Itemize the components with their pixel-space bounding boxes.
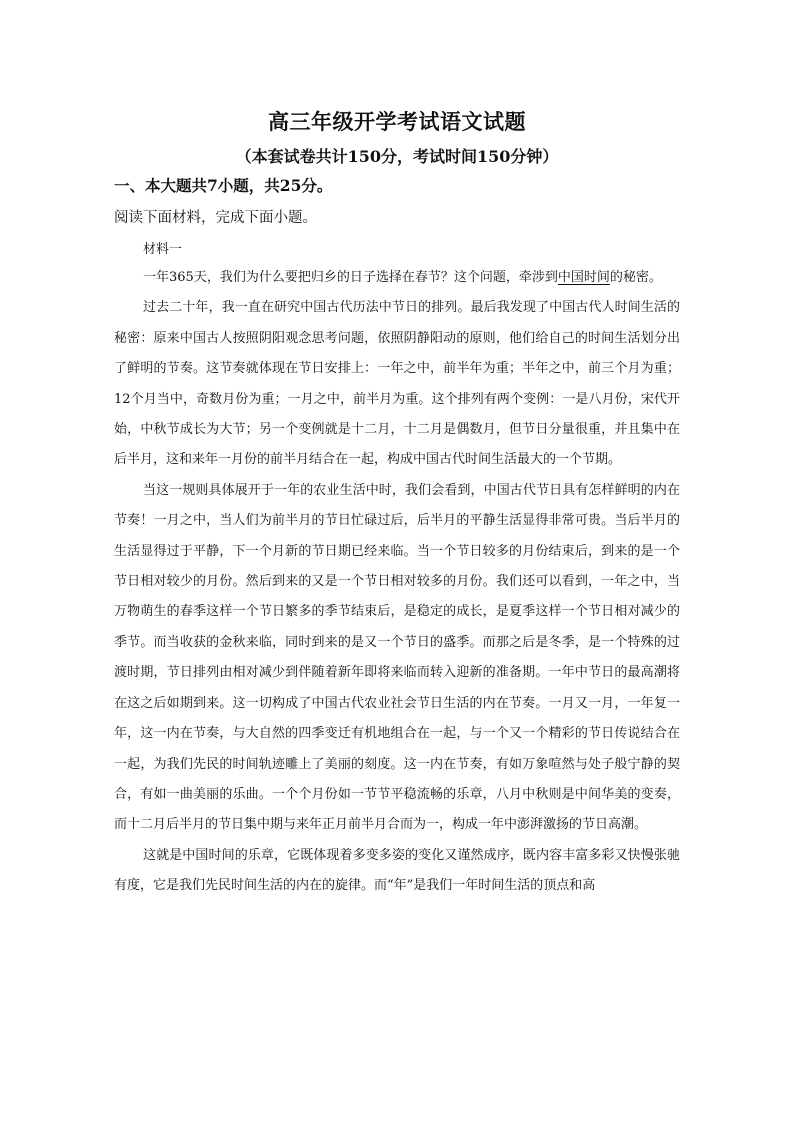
reading-instruction: 阅读下面材料，完成下面小题。 — [114, 210, 317, 226]
underlined-term: 中国时间 — [557, 270, 610, 285]
paragraph-1-text-start: 一年365天，我们为什么要把归乡的日子选择在春节？这个问题，牵涉到 — [143, 270, 558, 285]
material-label: 材料一 — [143, 242, 183, 257]
paragraph-1 — [114, 263, 680, 293]
paragraph-3: 当这一规则具体展开于一年的农业生活中时，我们会看到，中国古代节日具有怎样鲜明的内在节奏！一月之中，当人们为前半月的节日忙碌过后，后半月的平静生活显得非常可贵。当后半月的生活显得过于平静，下一个月新的节日期已经来临。当一个节日较多的月份结束后，到来的是一个节日相对较少的月份。然后到来的又是一个节日相对较多的月份。我们还可以看到，一年之中，当万物萌生的春季这样一个节日繁多的季节结束后，是稳定的成长，是夏季这样一个节日相对减少的季节。而当收获的金秋来临，同时到来的是又一个节日的盛季。而那之后是冬季，是一个特殊的过渡时期，节日排列由相对减少到伴随着新年即将来临而转入迎新的准备期。一年中节日的最高潮将在这之后如期到来。这一切构成了中国古代农业社会节日生活的内在节奏。一月又一月，一年复一年，这一内在节奏，与大自然的四季变迁有机地组合在一起，与一个又一个精彩的节日传说结合在一起，为我们先民的时间轨迹雕上了美丽的刻度。这一内在节奏，有如万象喧然与处子般宁静的契合，有如一曲美丽的乐曲。一个个月份如一节节平稳流畅的乐章，八月中秋则是中间华美的变奏，而十二月后半月的节日集中期与来年正月前半月合而为一，构成一年中澎湃激扬的节日高潮。 — [114, 482, 680, 833]
section-heading: 一、本大题共7小题，共25分。 — [114, 176, 333, 195]
exam-subtitle: （本套试卷共计150分，考试时间150分钟） — [235, 147, 559, 166]
paragraph-2: 过去二十年，我一直在研究中国古代历法中节日的排列。最后我发现了中国古代人时间生活的秘密：原来中国古人按照阴阳观念思考问题，依照阴静阳动的原则，他们给自己的时间生活划分出了鲜明的节奏。这节奏就体现在节日安排上：一年之中，前半年为重；半年之中，前三个月为重；12个月当中，奇数月份为重；一月之中，前半月为重。这个排列有两个变例：一是八月份，宋代开始，中秋节成长为大节；另一个变例就是十二月，十二月是偶数月，但节日分量很重，并且集中在后半月，这和来年一月份的前半月结合在一起，构成中国古代时间生活最大的一个节期。 — [114, 300, 680, 468]
article-body — [114, 263, 680, 902]
paragraph-4: 这就是中国时间的乐章，它既体现着多变多姿的变化又谨然成序，既内容丰富多彩又快慢张驰有度，它是我们先民时间生活的内在的旋律。而“年”是我们一年时间生活的顶点和高 — [114, 847, 680, 894]
paragraph-1-text-end: 的秘密。 — [609, 270, 662, 285]
exam-title: 高三年级开学考试语文试题 — [268, 109, 526, 134]
